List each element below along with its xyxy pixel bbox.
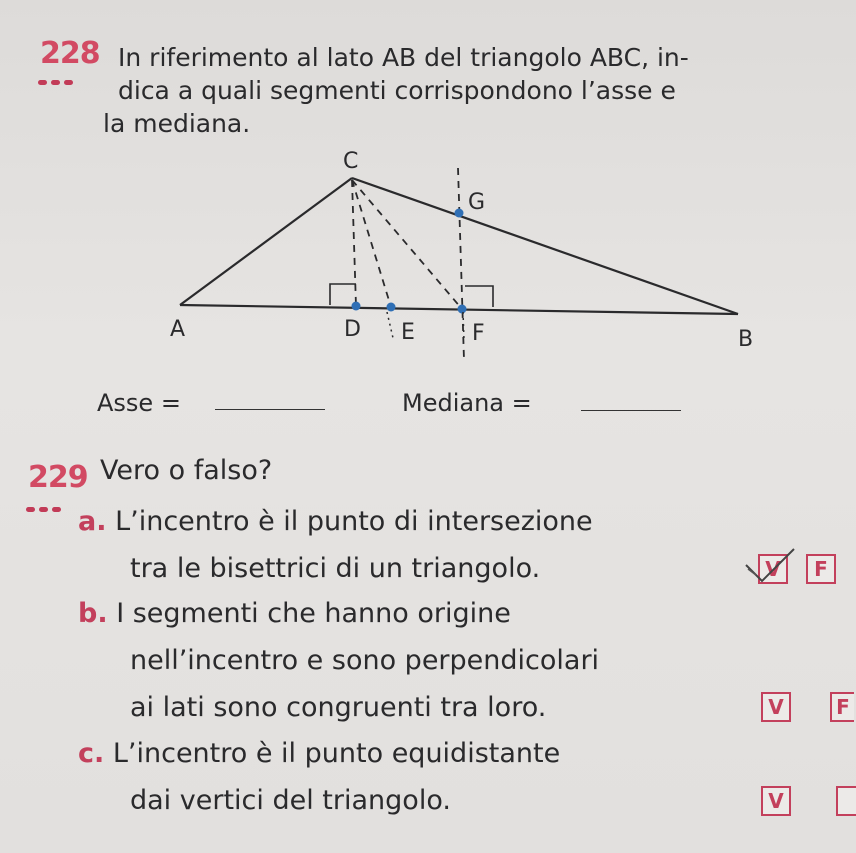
item-b-line-1: b. I segmenti che hanno origine xyxy=(78,598,511,629)
label-a: A xyxy=(170,317,186,342)
label-f: F xyxy=(472,321,485,346)
bisector-ce xyxy=(352,180,391,307)
false-checkbox[interactable]: F xyxy=(830,692,854,722)
false-checkbox[interactable]: F xyxy=(806,554,836,584)
exercise-number-229: 229 xyxy=(28,460,88,495)
item-c-line-2: dai vertici del triangolo. xyxy=(130,785,451,816)
item-b-line-3: ai lati sono congruenti tra loro. xyxy=(130,692,547,723)
false-checkbox[interactable] xyxy=(836,786,856,816)
ex228-line-2: dica a quali segmenti corrispondono l’asse e xyxy=(118,76,676,105)
exercise-number-228: 228 xyxy=(40,36,100,71)
item-b-line-2: nell’incentro e sono perpendicolari xyxy=(130,645,600,676)
mediana-label: Mediana = xyxy=(402,389,532,417)
ex228-line-1: In riferimento al lato AB del triangolo ABC, in- xyxy=(118,43,689,72)
tick-e xyxy=(387,312,393,338)
pen-mark-icon xyxy=(742,545,802,595)
asse-label: Asse = xyxy=(97,389,181,417)
point-d xyxy=(352,302,361,311)
item-letter: a. xyxy=(78,506,107,537)
label-g: G xyxy=(468,190,486,215)
side-ac xyxy=(180,178,352,305)
triangle-figure xyxy=(0,0,856,400)
mediana-answer-blank[interactable] xyxy=(581,410,681,411)
label-b: B xyxy=(738,327,754,352)
difficulty-dots xyxy=(26,497,65,502)
true-checkbox[interactable]: V xyxy=(758,554,788,584)
median-cf xyxy=(352,180,462,309)
asse-answer-blank[interactable] xyxy=(215,409,325,410)
ex229-title: Vero o falso? xyxy=(100,455,273,486)
item-a-line-1: a. L’incentro è il punto di intersezione xyxy=(78,506,593,537)
item-c-line-1: c. L’incentro è il punto equidistante xyxy=(78,738,561,769)
true-checkbox[interactable]: V xyxy=(761,786,791,816)
label-e: E xyxy=(401,320,415,345)
point-f xyxy=(458,305,467,314)
item-a-line-2: tra le bisettrici di un triangolo. xyxy=(130,553,541,584)
item-letter: b. xyxy=(78,598,108,629)
altitude-cd xyxy=(352,180,356,306)
point-g xyxy=(455,209,464,218)
ex228-line-3: la mediana. xyxy=(103,109,251,138)
item-letter: c. xyxy=(78,738,105,769)
true-checkbox[interactable]: V xyxy=(761,692,791,722)
right-angle-d xyxy=(330,284,356,305)
label-c: C xyxy=(343,149,359,174)
label-d: D xyxy=(344,317,361,342)
side-cb xyxy=(352,178,738,314)
point-e xyxy=(387,303,396,312)
right-angle-f xyxy=(465,286,493,307)
